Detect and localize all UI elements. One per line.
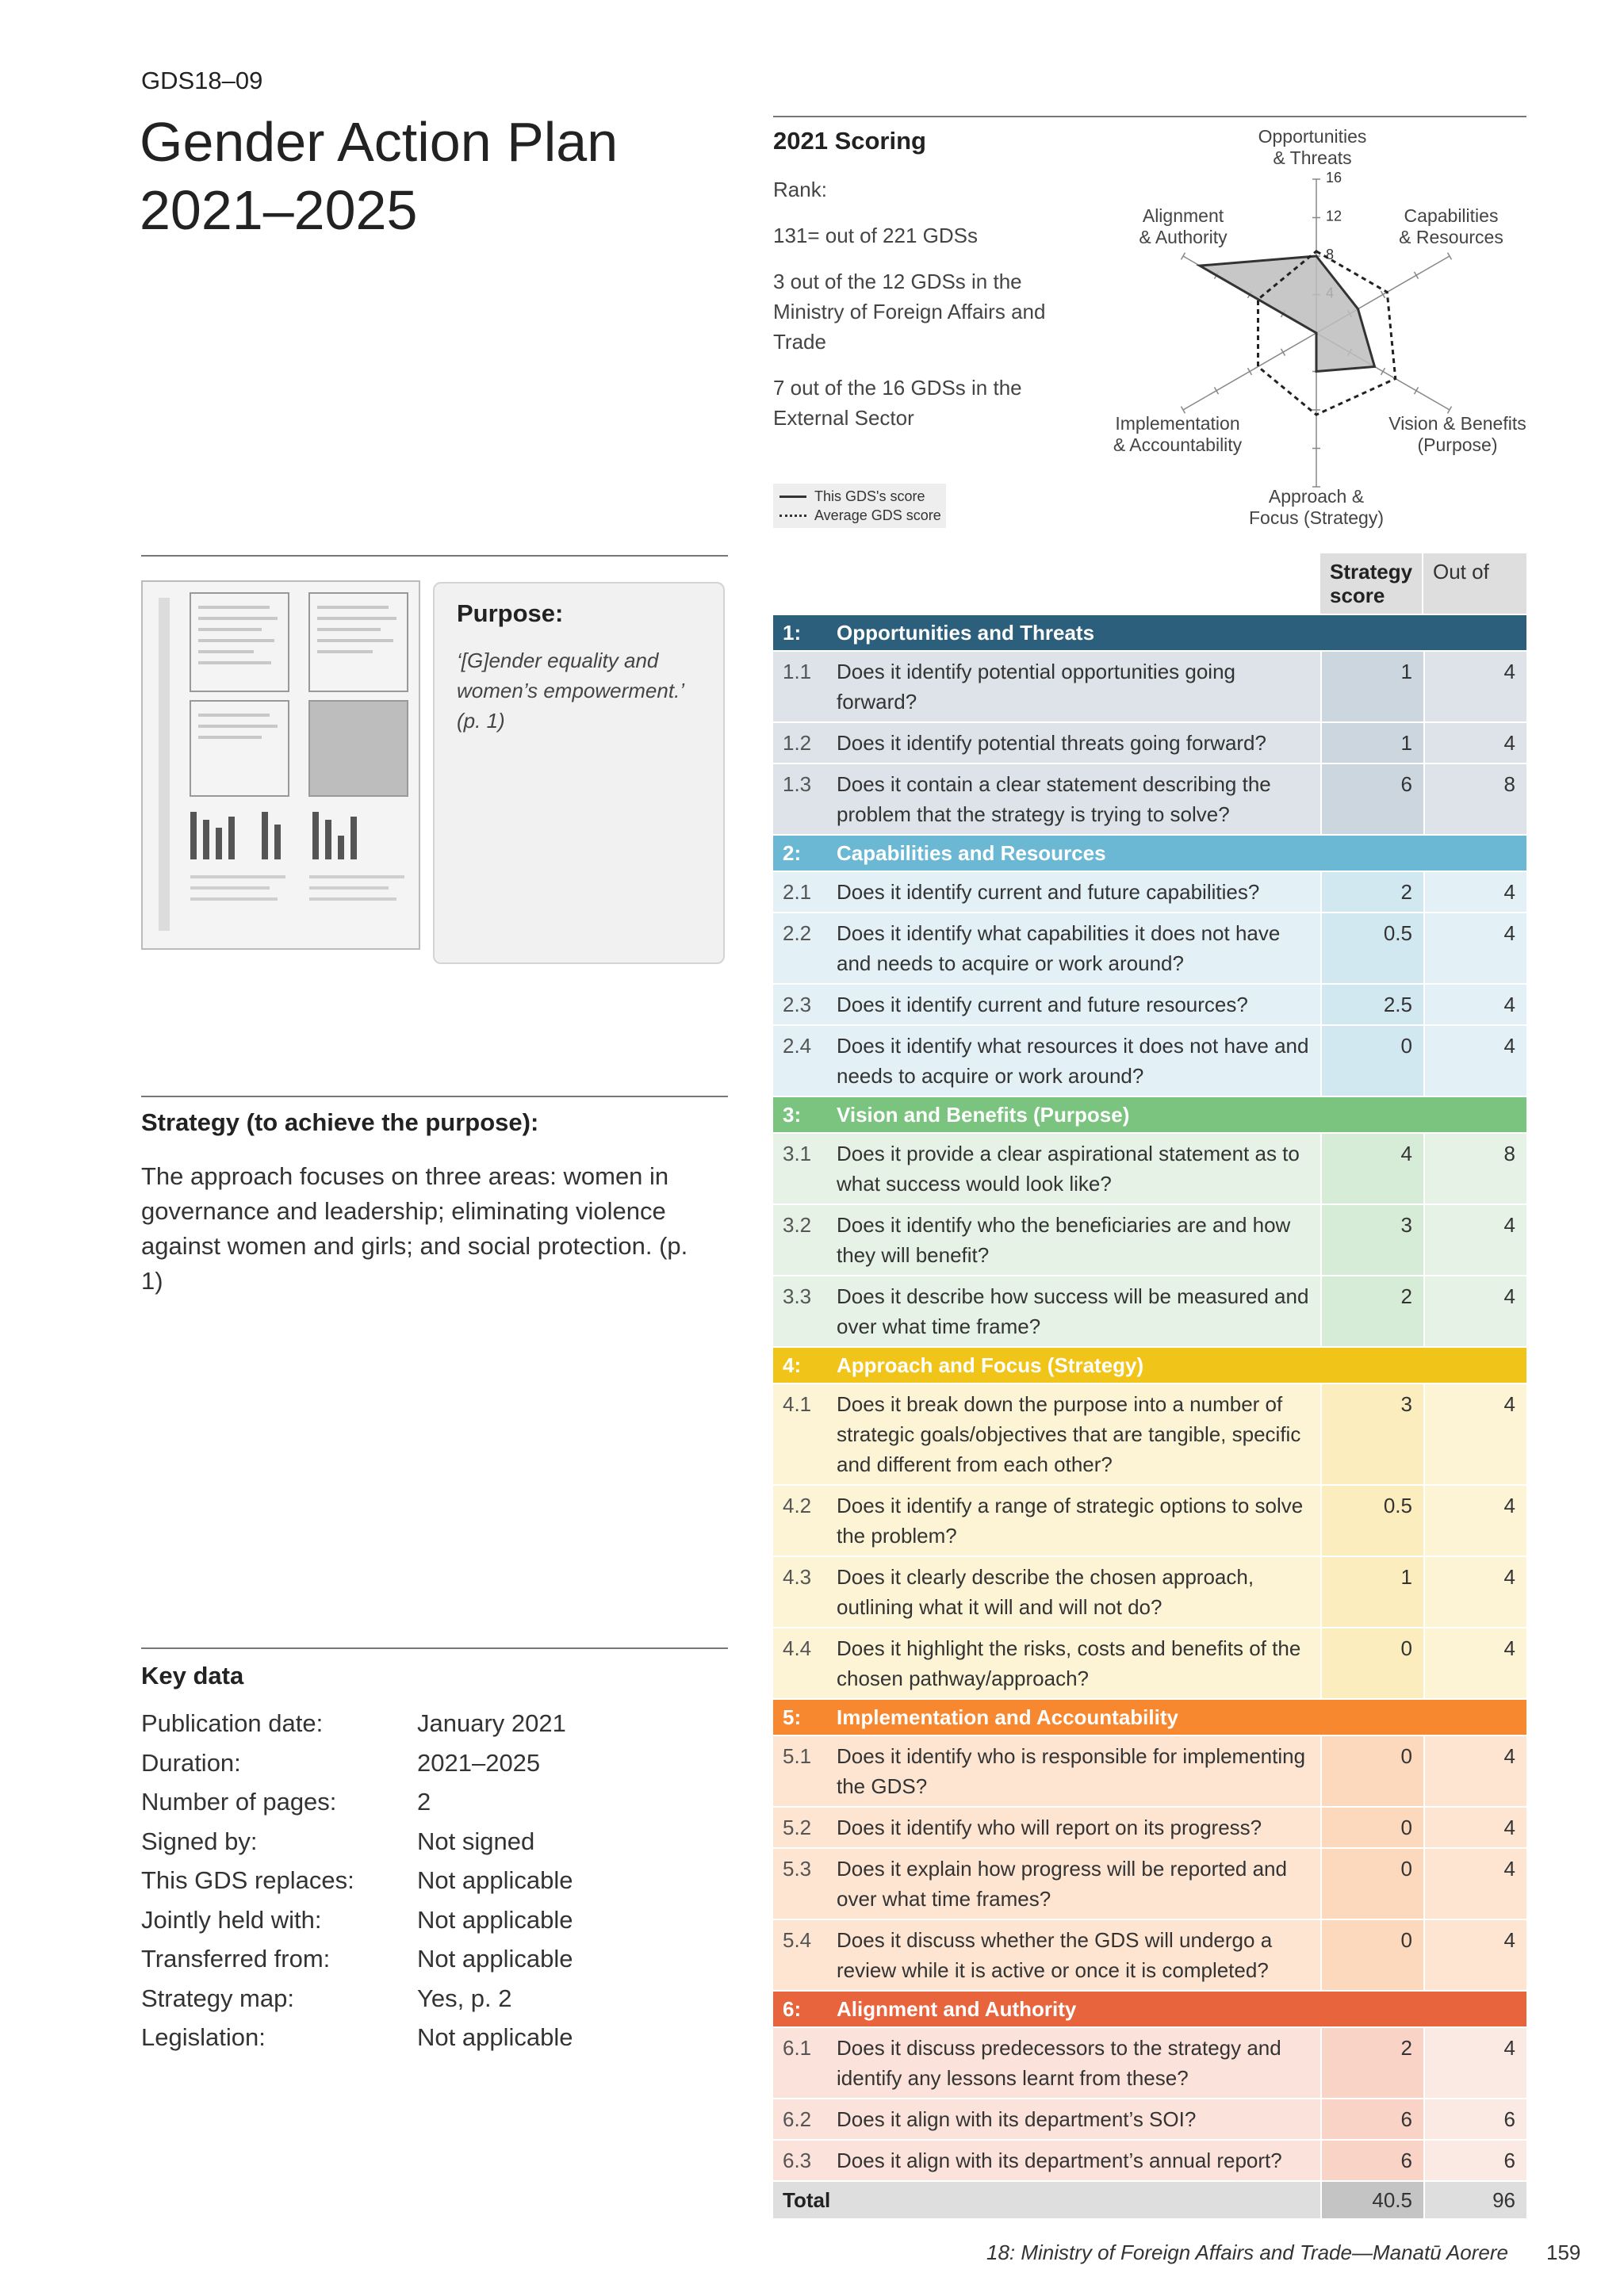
total-row [773,2182,1526,2218]
section-header [773,1992,1526,2026]
key-data-row [141,1788,431,1816]
radar-tick [1415,387,1419,394]
radar-tick [1247,368,1251,375]
thumbnail-image [143,582,419,948]
total-label: Total [773,2182,1320,2218]
out-of-cell: 4 [1425,1384,1526,1484]
radar-axis-label: Capabilities [1404,205,1499,226]
table-row [773,1628,1526,1698]
table-body [773,615,1526,2180]
out-of-cell: 4 [1425,723,1526,763]
rank-sector: 7 out of the 16 GDSs in the External Sector [773,376,1022,430]
radar-tick [1448,253,1452,260]
left-rule-3 [141,1647,728,1649]
table-row [773,764,1526,834]
header-out-of: Out of [1423,553,1526,614]
key-data-key: Legislation: [141,2023,266,2051]
radar-axis-label: & Authority [1139,227,1228,247]
radar-axis-label: Vision & Benefits [1388,413,1526,434]
key-data-key: Signed by: [141,1827,258,1855]
table-row [773,652,1526,721]
score-table [773,553,1526,2218]
question-number: 2.2 [783,921,812,945]
table-header [773,553,1526,614]
legend-this-label: This GDS's score [814,488,925,504]
strategy-document-thumbnail [141,580,420,950]
radar-axis-label: Implementation [1115,413,1240,434]
question-number: 2.4 [783,1034,812,1058]
score-cell: 0 [1322,1808,1423,1847]
table-row [773,1736,1526,1806]
key-data-key: Publication date: [141,1709,324,1737]
key-data-row [141,1827,534,1856]
out-of-cell: 6 [1425,2099,1526,2139]
section-header [773,1348,1526,1383]
key-data-value: Not applicable [417,2023,573,2051]
radar-tick [1281,349,1285,356]
radar-tick [1214,387,1218,394]
radar-axis-label: & Threats [1273,147,1352,168]
radar-axis-label: Focus (Strategy) [1249,507,1384,528]
question-cell [773,1384,1320,1484]
question-cell [773,1920,1320,1990]
question-text: Does it identify current and future capabilities? [837,880,1260,904]
question-number: 5.3 [783,1857,812,1881]
purpose-panel [433,582,725,964]
key-data-row [141,1709,566,1738]
out-of-cell: 4 [1425,1808,1526,1847]
title-line-2: 2021–2025 [140,179,418,241]
score-cell: 1 [1322,652,1423,721]
key-data-key: Jointly held with: [141,1905,322,1934]
section-number: 3: [783,1102,802,1127]
question-cell [773,985,1320,1024]
out-of-cell: 4 [1425,1486,1526,1556]
purpose-text: ‘[G]ender equality and women’s empowerment.’ (p. 1) [457,649,684,733]
question-number: 5.4 [783,1928,812,1952]
left-rule-1 [141,555,728,557]
radar-axis-label: Alignment [1142,205,1224,226]
question-cell [773,2099,1320,2139]
question-text: Does it identify who will report on its progress? [837,1816,1262,1839]
question-text: Does it align with its department’s SOI? [837,2107,1197,2131]
table-row [773,723,1526,763]
out-of-cell: 4 [1425,1920,1526,1990]
score-cell: 2 [1322,2028,1423,2098]
table-row [773,1849,1526,1919]
question-text: Does it identify potential threats going forward? [837,731,1266,755]
radar-tick [1415,272,1419,279]
section-number: 6: [783,1996,802,2021]
score-cell: 2 [1322,1276,1423,1346]
radar-axis-label: (Purpose) [1417,434,1498,455]
score-cell: 0 [1322,1026,1423,1096]
question-text: Does it identify a range of strategic options to solve the problem? [837,1494,1304,1548]
question-text: Does it align with its department’s annual report? [837,2149,1282,2172]
out-of-cell: 4 [1425,1628,1526,1698]
question-number: 4.1 [783,1392,812,1416]
question-text: Does it discuss predecessors to the strategy and identify any lessons learnt from these? [837,2036,1281,2090]
section-header [773,1097,1526,1132]
question-cell [773,1628,1320,1698]
question-number: 3.3 [783,1284,812,1308]
question-text: Does it identify what capabilities it does not have and needs to acquire or work around? [837,921,1281,975]
purpose-label: Purpose: [457,599,564,627]
key-data-row [141,1984,512,2013]
question-number: 5.2 [783,1816,812,1839]
out-of-cell: 4 [1425,913,1526,983]
radar-tick [1181,253,1185,260]
table-row [773,1026,1526,1096]
rank-ministry: 3 out of the 12 GDSs in the Ministry of Foreign Affairs and Trade [773,270,1046,354]
table-row [773,1384,1526,1484]
question-cell [773,764,1320,834]
out-of-cell: 4 [1425,2028,1526,2098]
question-text: Does it highlight the risks, costs and benefits of the chosen pathway/approach? [837,1636,1301,1690]
out-of-cell: 4 [1425,1276,1526,1346]
section-title: Opportunities and Threats [837,620,1095,645]
question-cell [773,1276,1320,1346]
legend-dotted-line-icon [779,515,806,517]
key-data-row [141,1866,573,1895]
legend-average [779,507,941,524]
question-number: 4.3 [783,1565,812,1589]
legend-solid-line-icon [779,496,806,498]
key-data-row [141,1906,573,1934]
key-data-value: 2 [417,1788,431,1816]
score-cell: 0 [1322,1920,1423,1990]
key-data-label: Key data [141,1662,244,1689]
out-of-cell: 4 [1425,1849,1526,1919]
question-cell [773,2141,1320,2180]
out-of-cell: 4 [1425,1557,1526,1627]
section-header [773,1700,1526,1735]
key-data-key: Strategy map: [141,1984,294,2012]
score-cell: 1 [1322,723,1423,763]
score-cell: 2 [1322,872,1423,912]
question-cell [773,2028,1320,2098]
score-cell: 1 [1322,1557,1423,1627]
radar-tick [1381,368,1385,375]
score-cell: 0 [1322,1849,1423,1919]
table-row [773,1808,1526,1847]
table-row [773,1205,1526,1275]
table-row [773,2028,1526,2098]
out-of-cell: 4 [1425,1736,1526,1806]
table-row [773,1486,1526,1556]
table-row [773,1276,1526,1346]
question-text: Does it identify potential opportunities going forward? [837,660,1235,714]
page-title [140,108,618,244]
left-rule-2 [141,1096,728,1097]
legend-average-label: Average GDS score [814,507,941,523]
question-text: Does it provide a clear aspirational statement as to what success would look like? [837,1142,1300,1196]
question-text: Does it identify who is responsible for implementing the GDS? [837,1744,1306,1798]
question-cell [773,1486,1320,1556]
section-title: Capabilities and Resources [837,840,1106,865]
radar-tick-label: 16 [1326,170,1342,186]
score-cell: 3 [1322,1384,1423,1484]
key-data-value: Not applicable [417,1866,573,1894]
section-title: Implementation and Accountability [837,1705,1178,1729]
section-header [773,836,1526,871]
score-cell: 0 [1322,1736,1423,1806]
question-cell [773,1205,1320,1275]
key-data-value: Not applicable [417,1945,573,1973]
key-data-key: Duration: [141,1748,241,1777]
question-text: Does it describe how success will be measured and over what time frame? [837,1284,1309,1338]
table-row [773,985,1526,1024]
out-of-cell: 4 [1425,652,1526,721]
key-data-value: January 2021 [417,1709,566,1737]
strategy-text: The approach focuses on three areas: women in governance and leadership; eliminating violence against women and girls; and social protection. (p. 1) [141,1162,688,1295]
score-cell: 0.5 [1322,913,1423,983]
radar-legend [773,484,946,528]
radar-chart [1086,119,1530,531]
key-data-value: Not signed [417,1827,535,1855]
key-data-value: Not applicable [417,1905,573,1934]
question-number: 5.1 [783,1744,812,1768]
footer-text: 18: Ministry of Foreign Affairs and Trade—Manatū Aorere [986,2241,1508,2264]
question-number: 6.2 [783,2107,812,2131]
section-title: Approach and Focus (Strategy) [837,1353,1144,1377]
question-number: 3.2 [783,1213,812,1237]
rank-overall: 131= out of 221 GDSs [773,224,979,247]
question-text: Does it contain a clear statement describing the problem that the strategy is trying to solve? [837,772,1271,826]
score-cell: 6 [1322,2099,1423,2139]
question-number: 4.2 [783,1494,812,1517]
key-data-row [141,2023,573,2052]
question-number: 4.4 [783,1636,812,1660]
total-score: 40.5 [1322,2182,1423,2218]
section-number: 4: [783,1353,802,1377]
key-data-row [141,1945,573,1973]
table-row [773,2141,1526,2180]
question-cell [773,723,1320,763]
section-number: 1: [783,620,802,645]
score-cell: 2.5 [1322,985,1423,1024]
question-number: 1.1 [783,660,812,683]
score-cell: 4 [1322,1134,1423,1203]
out-of-cell: 8 [1425,764,1526,834]
question-cell [773,913,1320,983]
header-strategy-score: Strategy score [1320,553,1422,614]
radar-axis-label: Opportunities [1258,126,1367,147]
table-row [773,872,1526,912]
score-cell: 6 [1322,2141,1423,2180]
score-cell: 0 [1322,1628,1423,1698]
out-of-cell: 4 [1425,1026,1526,1096]
radar-axis-label: & Accountability [1113,434,1243,455]
legend-this [779,488,925,505]
key-data-key: Number of pages: [141,1788,337,1816]
section-number: 5: [783,1705,802,1729]
section-title: Alignment and Authority [837,1996,1077,2021]
question-cell [773,1808,1320,1847]
total-out-of: 96 [1425,2182,1526,2218]
table-row [773,1920,1526,1990]
question-number: 2.3 [783,993,812,1016]
radar-axis-label: Approach & [1268,486,1365,507]
page-number: 159 [1546,2241,1581,2264]
radar-axis-label: & Resources [1399,227,1503,247]
key-data-key: Transferred from: [141,1945,331,1973]
out-of-cell: 4 [1425,1205,1526,1275]
rank-label: Rank: [773,178,827,201]
key-data-value: 2021–2025 [417,1748,541,1777]
key-data-value: Yes, p. 2 [417,1984,512,2012]
table-row [773,913,1526,983]
radar-this-score-shape [1200,256,1375,372]
question-text: Does it explain how progress will be reported and over what time frames? [837,1857,1287,1911]
question-cell [773,1134,1320,1203]
out-of-cell: 6 [1425,2141,1526,2180]
question-cell [773,1736,1320,1806]
out-of-cell: 8 [1425,1134,1526,1203]
key-data-key: This GDS replaces: [141,1866,354,1894]
out-of-cell: 4 [1425,985,1526,1024]
question-number: 2.1 [783,880,812,904]
question-cell [773,652,1320,721]
question-text: Does it break down the purpose into a number of strategic goals/objectives that are tangible, specific and different from each other? [837,1392,1301,1476]
question-number: 3.1 [783,1142,812,1165]
question-number: 6.1 [783,2036,812,2060]
table-row [773,1557,1526,1627]
table-row [773,1134,1526,1203]
strategy-label: Strategy (to achieve the purpose): [141,1108,539,1136]
document-code: GDS18–09 [141,67,263,94]
radar-tick-label: 12 [1326,208,1342,224]
score-cell: 0.5 [1322,1486,1423,1556]
scoring-top-rule [773,116,1526,117]
question-cell [773,1026,1320,1096]
section-header [773,615,1526,650]
question-text: Does it discuss whether the GDS will undergo a review while it is active or once it is completed? [837,1928,1273,1982]
question-cell [773,1557,1320,1627]
question-cell [773,1849,1320,1919]
table-row [773,2099,1526,2139]
question-number: 1.2 [783,731,812,755]
radar-tick [1381,291,1385,298]
out-of-cell: 4 [1425,872,1526,912]
title-line-1: Gender Action Plan [140,111,619,173]
section-number: 2: [783,840,802,865]
score-cell: 3 [1322,1205,1423,1275]
question-cell [773,872,1320,912]
radar-tick-label: 8 [1326,247,1335,262]
score-cell: 6 [1322,764,1423,834]
question-text: Does it clearly describe the chosen approach, outlining what it will and will not do? [837,1565,1254,1619]
scoring-title: 2021 Scoring [773,127,926,155]
question-text: Does it identify current and future resources? [837,993,1248,1016]
question-text: Does it identify what resources it does not have and needs to acquire or work around? [837,1034,1309,1088]
question-number: 6.3 [783,2149,812,2172]
question-text: Does it identify who the beneficiaries are and how they will benefit? [837,1213,1291,1267]
question-number: 1.3 [783,772,812,796]
section-title: Vision and Benefits (Purpose) [837,1102,1130,1127]
key-data-row [141,1749,540,1777]
